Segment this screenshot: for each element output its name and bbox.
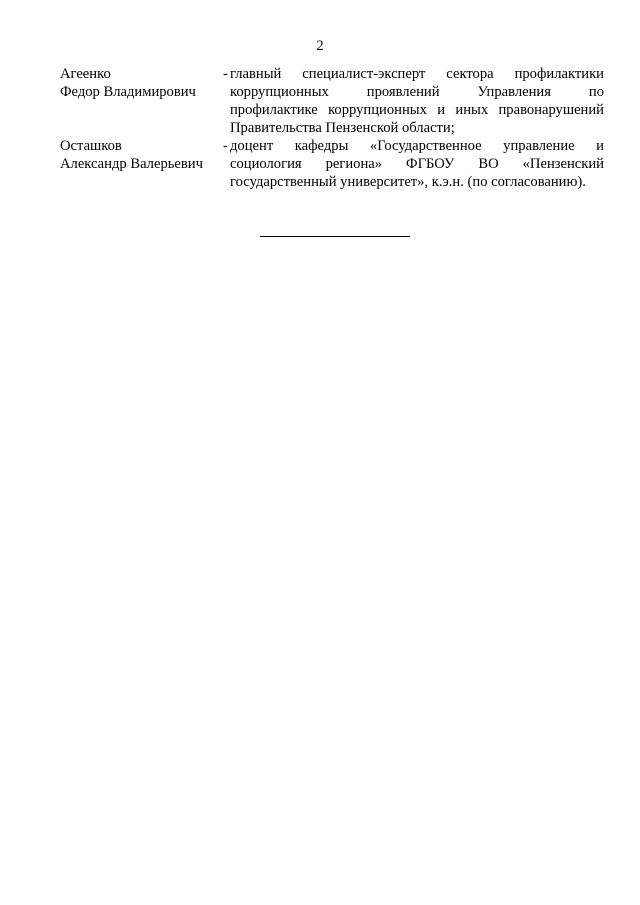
member-given-names: Федор Владимирович — [60, 84, 196, 100]
member-surname: Осташков — [60, 138, 122, 154]
description-line: коррупционных проявлений Управления по — [230, 84, 604, 100]
dash-separator: - — [223, 138, 228, 154]
page-number: 2 — [316, 38, 324, 54]
dash-separator: - — [223, 66, 228, 82]
description-line: Правительства Пензенской области; — [230, 120, 455, 136]
description-line: доцент кафедры «Государственное управление и — [230, 138, 604, 154]
description-line: профилактике коррупционных и иных правонарушений — [230, 102, 604, 118]
member-surname: Агеенко — [60, 66, 111, 82]
member-name — [60, 137, 225, 173]
closing-rule — [260, 236, 410, 237]
description-line: социология региона» ФГБОУ ВО «Пензенский — [230, 156, 604, 172]
member-given-names: Александр Валерьевич — [60, 156, 203, 172]
member-description — [230, 137, 604, 191]
description-line: главный специалист-эксперт сектора профилактики — [230, 66, 604, 82]
description-line: государственный университет», к.э.н. (по согласованию). — [230, 174, 586, 190]
member-name — [60, 65, 225, 101]
member-description — [230, 65, 604, 137]
